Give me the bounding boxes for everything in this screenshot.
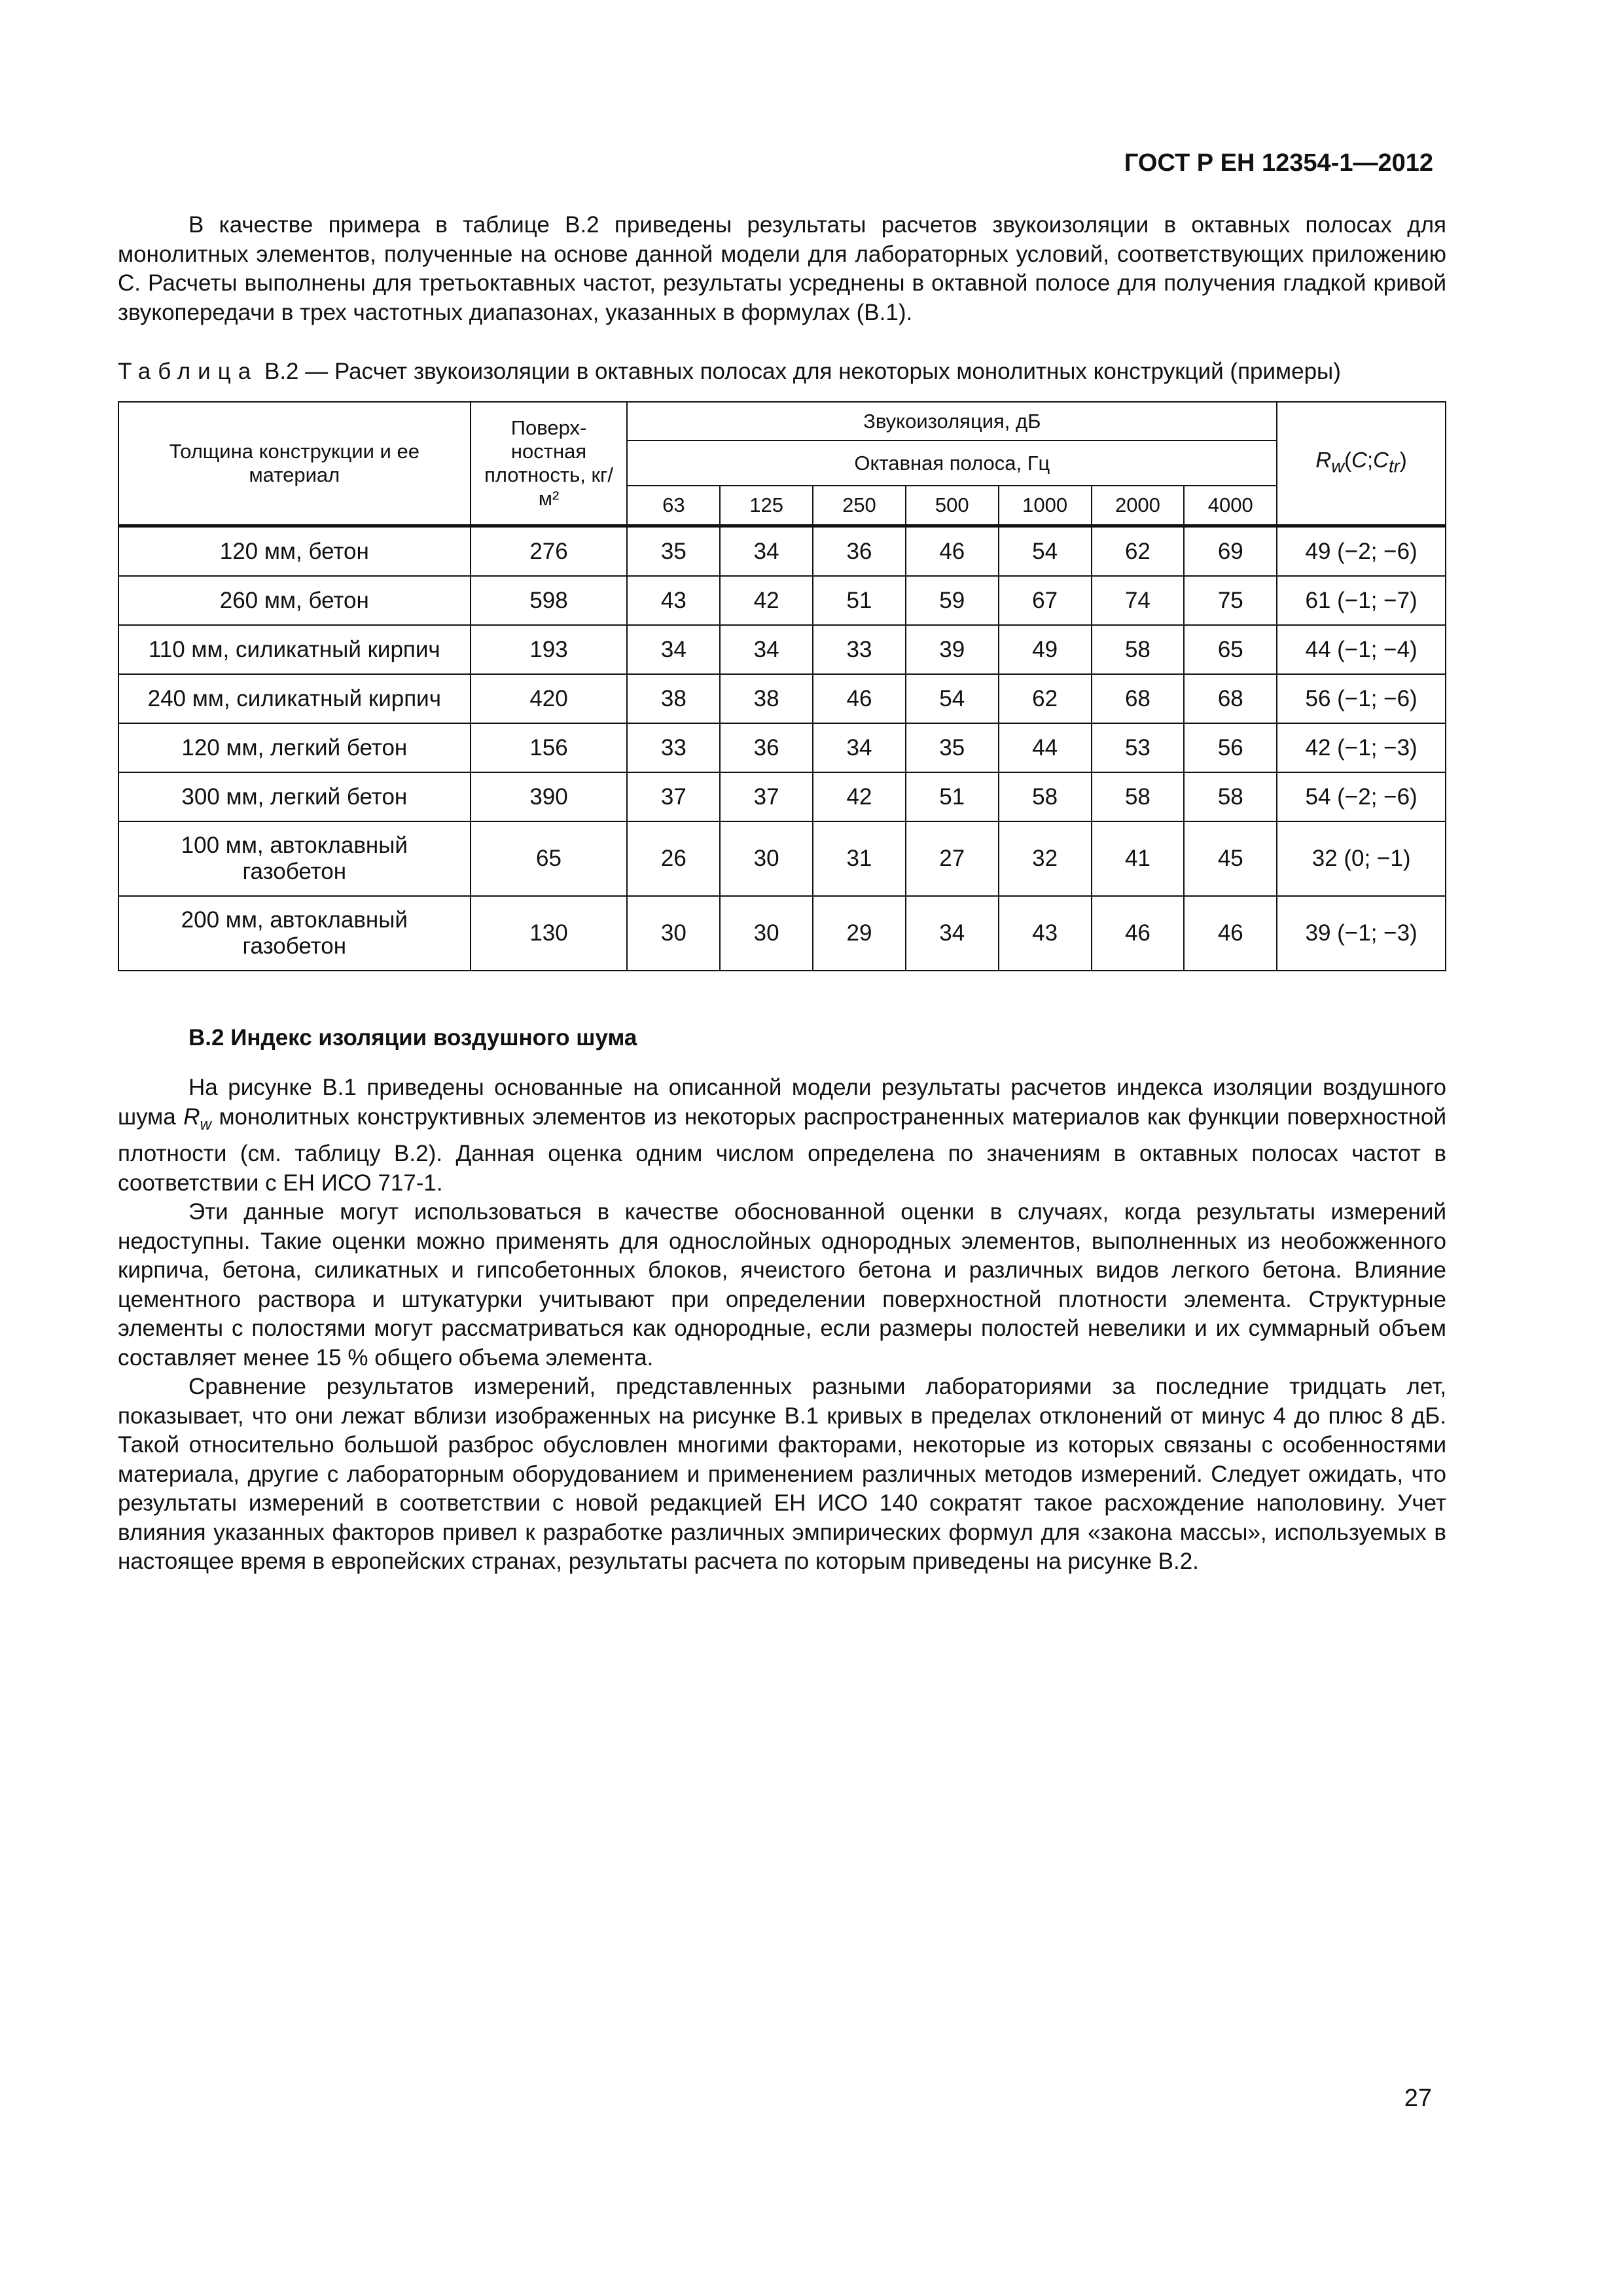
material-cell — [118, 821, 471, 896]
value-cell: 34 — [813, 723, 906, 772]
index-cell: 49 (−2; −6) — [1277, 526, 1446, 577]
value-cell: 29 — [813, 896, 906, 971]
table-row — [118, 674, 1446, 723]
value-cell: 42 — [720, 576, 813, 625]
index-cell: 54 (−2; −6) — [1277, 772, 1446, 821]
density-cell: 130 — [471, 896, 628, 971]
table-row — [118, 625, 1446, 674]
table-row — [118, 772, 1446, 821]
paragraph-2-text: Эти данные могут использоваться в качестве обоснованной оценки в случаях, когда результаты измерений недоступны. Такие оценки можно применять для однослойных однородных элементов, выполненных из необожженного кирпича, бетона, силикатных и гипсобетонных блоков, ячеистого бетона и различных видов легкого бетона. Влияние цементного раствора и штукатурки учитывают при определении поверхностной плотности элемента. Структурные элементы с полостями могут рассматриваться как однородные, если размеры полостей невелики и их суммарный объем составляет менее 15 % общего объема элемента. — [118, 1199, 1446, 1371]
table-caption — [118, 359, 1341, 385]
value-cell: 58 — [999, 772, 1092, 821]
table-row — [118, 821, 1446, 896]
value-cell: 46 — [813, 674, 906, 723]
value-cell: 34 — [627, 625, 720, 674]
value-cell: 56 — [1184, 723, 1277, 772]
value-cell: 38 — [627, 674, 720, 723]
value-cell: 62 — [999, 674, 1092, 723]
freq-500: 500 — [906, 486, 999, 526]
value-cell: 38 — [720, 674, 813, 723]
value-cell: 75 — [1184, 576, 1277, 625]
paragraph-3-text: Сравнение результатов измерений, представленных разными лабораториями за последние тридцать лет, показывает, что они лежат вблизи изображенных на рисунке В.1 кривых в пределах отклонений от минус 4 до плюс 8 дБ. Такой относительно большой разброс обусловлен многими факторами, некоторые из которых связаны с особенностями материала, другие с лабораторным оборудованием и применением различных методов измерений. Следует ожидать, что результаты измерений в соответствии с новой редакцией ЕН ИСО 140 сократят такое расхождение наполовину. Учет влияния указанных факторов привел к разработке различных эмпирических формул для «закона массы», используемых в настоящее время в европейских странах, результаты расчета по которым приведены на рисунке В.2. — [118, 1374, 1446, 1574]
value-cell: 30 — [627, 896, 720, 971]
value-cell: 46 — [1184, 896, 1277, 971]
value-cell: 69 — [1184, 526, 1277, 577]
paragraph-2 — [118, 1198, 1446, 1372]
material-cell: 240 мм, силикатный кирпич — [118, 674, 471, 723]
value-cell: 53 — [1092, 723, 1185, 772]
value-cell: 32 — [999, 821, 1092, 896]
paragraph-1-text-end: монолитных конструктивных элементов из некоторых распространенных материалов как функции поверхностной плотности (см. таблицу В.2). Данная оценка одним числом определена по значениям в октавных полосах частот в соответствии с ЕН ИСО 717-1. — [118, 1103, 1447, 1196]
value-cell: 67 — [999, 576, 1092, 625]
value-cell: 31 — [813, 821, 906, 896]
header-density — [471, 402, 628, 526]
value-cell: 54 — [906, 674, 999, 723]
intro-paragraph — [118, 211, 1446, 327]
value-cell: 36 — [720, 723, 813, 772]
header-thickness — [118, 402, 471, 526]
density-cell: 193 — [471, 625, 628, 674]
value-cell: 54 — [999, 526, 1092, 577]
value-cell: 44 — [999, 723, 1092, 772]
table-row — [118, 526, 1446, 577]
value-cell: 41 — [1092, 821, 1185, 896]
value-cell: 58 — [1092, 772, 1185, 821]
material-text: 200 мм, автоклавный газобетон — [181, 907, 408, 959]
page-number: 27 — [1404, 2085, 1432, 2112]
paragraph-1 — [118, 1073, 1446, 1198]
material-text: 100 мм, автоклавный газобетон — [181, 833, 408, 884]
value-cell: 27 — [906, 821, 999, 896]
header-octave: Октавная полоса, Гц — [627, 440, 1277, 486]
value-cell: 59 — [906, 576, 999, 625]
density-cell: 65 — [471, 821, 628, 896]
value-cell: 58 — [1184, 772, 1277, 821]
value-cell: 39 — [906, 625, 999, 674]
document-header: ГОСТ Р ЕН 12354-1—2012 — [1124, 149, 1433, 177]
freq-250: 250 — [813, 486, 906, 526]
header-index: $R_w(C;C_{tr})$ — [1277, 402, 1446, 526]
material-cell: 300 мм, легкий бетон — [118, 772, 471, 821]
paragraph-3 — [118, 1372, 1446, 1577]
table-caption-text: В.2 — Расчет звукоизоляции в октавных полосах для некоторых монолитных конструкций (примеры) — [264, 359, 1341, 384]
value-cell: 62 — [1092, 526, 1185, 577]
value-cell: 37 — [627, 772, 720, 821]
density-cell: 276 — [471, 526, 628, 577]
value-cell: 74 — [1092, 576, 1185, 625]
material-cell: 120 мм, легкий бетон — [118, 723, 471, 772]
index-cell: 42 (−1; −3) — [1277, 723, 1446, 772]
value-cell: 65 — [1184, 625, 1277, 674]
material-cell — [118, 896, 471, 971]
table-caption-label: Таблица — [118, 359, 259, 384]
value-cell: 36 — [813, 526, 906, 577]
value-cell: 43 — [627, 576, 720, 625]
value-cell: 34 — [720, 625, 813, 674]
value-cell: 33 — [627, 723, 720, 772]
value-cell: 46 — [1092, 896, 1185, 971]
value-cell: 35 — [627, 526, 720, 577]
index-cell: 39 (−1; −3) — [1277, 896, 1446, 971]
value-cell: 45 — [1184, 821, 1277, 896]
intro-paragraph-text: В качестве примера в таблице В.2 приведены результаты расчетов звукоизоляции в октавных полосах для монолитных элементов, полученные на основе данной модели для лабораторных условий, соответствующих приложению С. Расчеты выполнены для третьоктавных частот, результаты усреднены в октавной полосе для получения гладкой кривой звукопередачи в трех частотных диапазонах, указанных в формулах (В.1). — [118, 212, 1446, 325]
material-cell: 120 мм, бетон — [118, 526, 471, 577]
header-insulation: Звукоизоляция, дБ — [627, 402, 1277, 440]
header-density-text: Поверх-ностная плотность, кг/м² — [484, 416, 613, 510]
value-cell: 49 — [999, 625, 1092, 674]
value-cell: 42 — [813, 772, 906, 821]
index-cell: 56 (−1; −6) — [1277, 674, 1446, 723]
value-cell: 35 — [906, 723, 999, 772]
value-cell: 68 — [1092, 674, 1185, 723]
value-cell: 37 — [720, 772, 813, 821]
freq-4000: 4000 — [1184, 486, 1277, 526]
value-cell: 68 — [1184, 674, 1277, 723]
density-cell: 390 — [471, 772, 628, 821]
index-cell: 32 (0; −1) — [1277, 821, 1446, 896]
value-cell: 34 — [720, 526, 813, 577]
freq-63: 63 — [627, 486, 720, 526]
density-cell: 156 — [471, 723, 628, 772]
value-cell: 51 — [906, 772, 999, 821]
value-cell: 30 — [720, 896, 813, 971]
freq-2000: 2000 — [1092, 486, 1185, 526]
material-cell: 260 мм, бетон — [118, 576, 471, 625]
index-cell: 61 (−1; −7) — [1277, 576, 1446, 625]
value-cell: 30 — [720, 821, 813, 896]
value-cell: 43 — [999, 896, 1092, 971]
value-cell: 46 — [906, 526, 999, 577]
index-cell: 44 (−1; −4) — [1277, 625, 1446, 674]
table-row — [118, 576, 1446, 625]
material-cell: 110 мм, силикатный кирпич — [118, 625, 471, 674]
value-cell: 26 — [627, 821, 720, 896]
sound-insulation-table — [118, 401, 1446, 971]
density-cell: 420 — [471, 674, 628, 723]
freq-1000: 1000 — [999, 486, 1092, 526]
section-heading: В.2 Индекс изоляции воздушного шума — [188, 1025, 637, 1050]
density-cell: 598 — [471, 576, 628, 625]
rw-symbol: $R_w$ — [183, 1103, 211, 1134]
value-cell: 58 — [1092, 625, 1185, 674]
header-thickness-text: Толщина конструкции и ее материал — [169, 440, 419, 486]
paragraph-1-text-start: На рисунке В.1 приведены основанные на описанной модели результаты расчетов индекса изоляции воздушного шума — [118, 1075, 1446, 1130]
freq-125: 125 — [720, 486, 813, 526]
value-cell: 51 — [813, 576, 906, 625]
table-row — [118, 723, 1446, 772]
table-row — [118, 896, 1446, 971]
value-cell: 33 — [813, 625, 906, 674]
value-cell: 34 — [906, 896, 999, 971]
